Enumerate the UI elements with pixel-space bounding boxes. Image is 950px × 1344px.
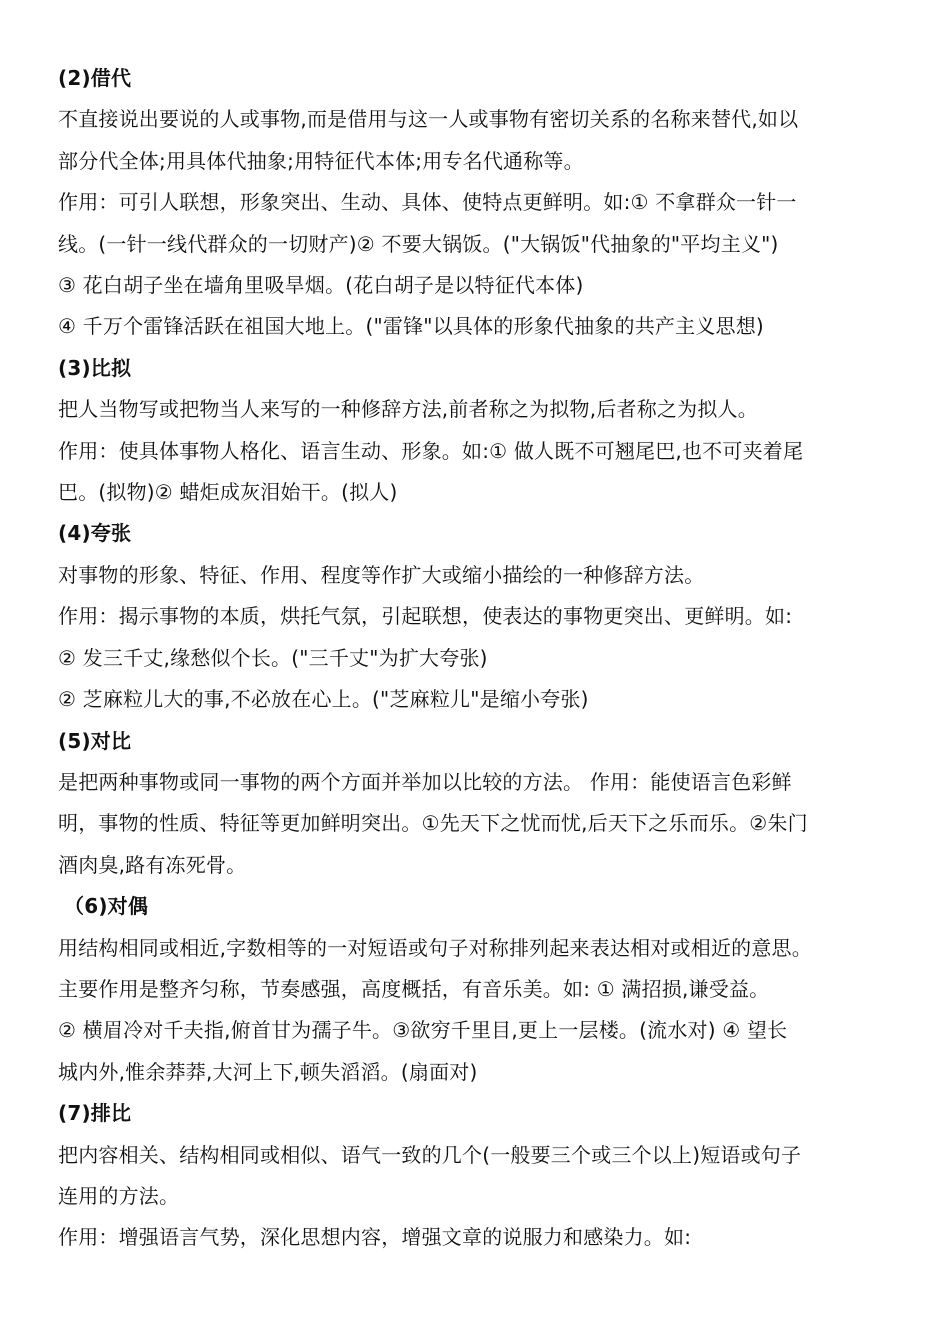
paragraph-line: 城内外,惟余莽莽,大河上下,顿失滔滔。(扇面对) bbox=[58, 1059, 478, 1084]
paragraph-line: 线。(一针一线代群众的一切财产)② 不要大锅饭。("大锅饭"代抽象的"平均主义") bbox=[58, 231, 779, 256]
section-heading-personification: (3)比拟 bbox=[58, 355, 132, 380]
paragraph-line: ② 发三千丈,缘愁似个长。("三千丈"为扩大夸张) bbox=[58, 645, 488, 670]
paragraph-line: ③ 花白胡子坐在墙角里吸旱烟。(花白胡子是以特征代本体) bbox=[58, 273, 584, 298]
paragraph-line: 对事物的形象、特征、作用、程度等作扩大或缩小描绘的一种修辞方法。 bbox=[58, 562, 705, 587]
paragraph-line: 把内容相关、结构相同或相似、语气一致的几个(一般要三个或三个以上)短语或句子 bbox=[58, 1142, 802, 1167]
paragraph-line: 不直接说出要说的人或事物,而是借用与这一人或事物有密切关系的名称来替代,如以 bbox=[58, 107, 799, 132]
paragraph-line: 主要作用是整齐匀称，节奏感强，高度概括，有音乐美。如: ① 满招损,谦受益。 bbox=[58, 976, 770, 1001]
paragraph-line: 作用：使具体事物人格化、语言生动、形象。如:① 做人既不可翘尾巴,也不可夹着尾 bbox=[58, 438, 804, 463]
section-heading-contrast: (5)对比 bbox=[58, 728, 132, 753]
section-heading-metonymy: (2)借代 bbox=[58, 66, 132, 90]
paragraph-line: 把人当物写或把物当人来写的一种修辞方法,前者称之为拟物,后者称之为拟人。 bbox=[58, 397, 758, 422]
paragraph-line: 作用：增强语言气势，深化思想内容，增强文章的说服力和感染力。如: bbox=[58, 1225, 692, 1250]
paragraph-line: ④ 千万个雷锋活跃在祖国大地上。("雷锋"以具体的形象代抽象的共产主义思想) bbox=[58, 314, 764, 339]
paragraph-line: 连用的方法。 bbox=[58, 1183, 180, 1208]
section-heading-parallelism: (7)排比 bbox=[58, 1101, 132, 1126]
section-heading-hyperbole: (4)夸张 bbox=[58, 521, 132, 546]
paragraph-line: ② 横眉冷对千夫指,俯首甘为孺子牛。③欲穷千里目,更上一层楼。(流水对) ④ 望长 bbox=[58, 1018, 788, 1043]
paragraph-line: 巴。(拟物)② 蜡炬成灰泪始干。(拟人) bbox=[58, 480, 398, 505]
paragraph-line: ② 芝麻粒儿大的事,不必放在心上。("芝麻粒儿"是缩小夸张) bbox=[58, 687, 589, 712]
paragraph-line: 作用：可引人联想，形象突出、生动、具体、使特点更鲜明。如:① 不拿群众一针一 bbox=[58, 190, 797, 215]
paragraph-line: 明，事物的性质、特征等更加鲜明突出。①先天下之忧而忧,后天下之乐而乐。②朱门 bbox=[58, 811, 808, 836]
paragraph-line: 酒肉臭,路有冻死骨。 bbox=[58, 852, 247, 877]
paragraph-line: 是把两种事物或同一事物的两个方面并举加以比较的方法。 作用：能使语言色彩鲜 bbox=[58, 769, 792, 794]
paragraph-line: 用结构相同或相近,字数相等的一对短语或句子对称排列起来表达相对或相近的意思。 bbox=[58, 935, 812, 960]
section-heading-antithesis: （6)对偶 bbox=[64, 894, 149, 919]
paragraph-line: 部分代全体;用具体代抽象;用特征代本体;用专名代通称等。 bbox=[58, 148, 584, 173]
paragraph-line: 作用：揭示事物的本质，烘托气氛，引起联想，使表达的事物更突出、更鲜明。如: bbox=[58, 604, 793, 629]
